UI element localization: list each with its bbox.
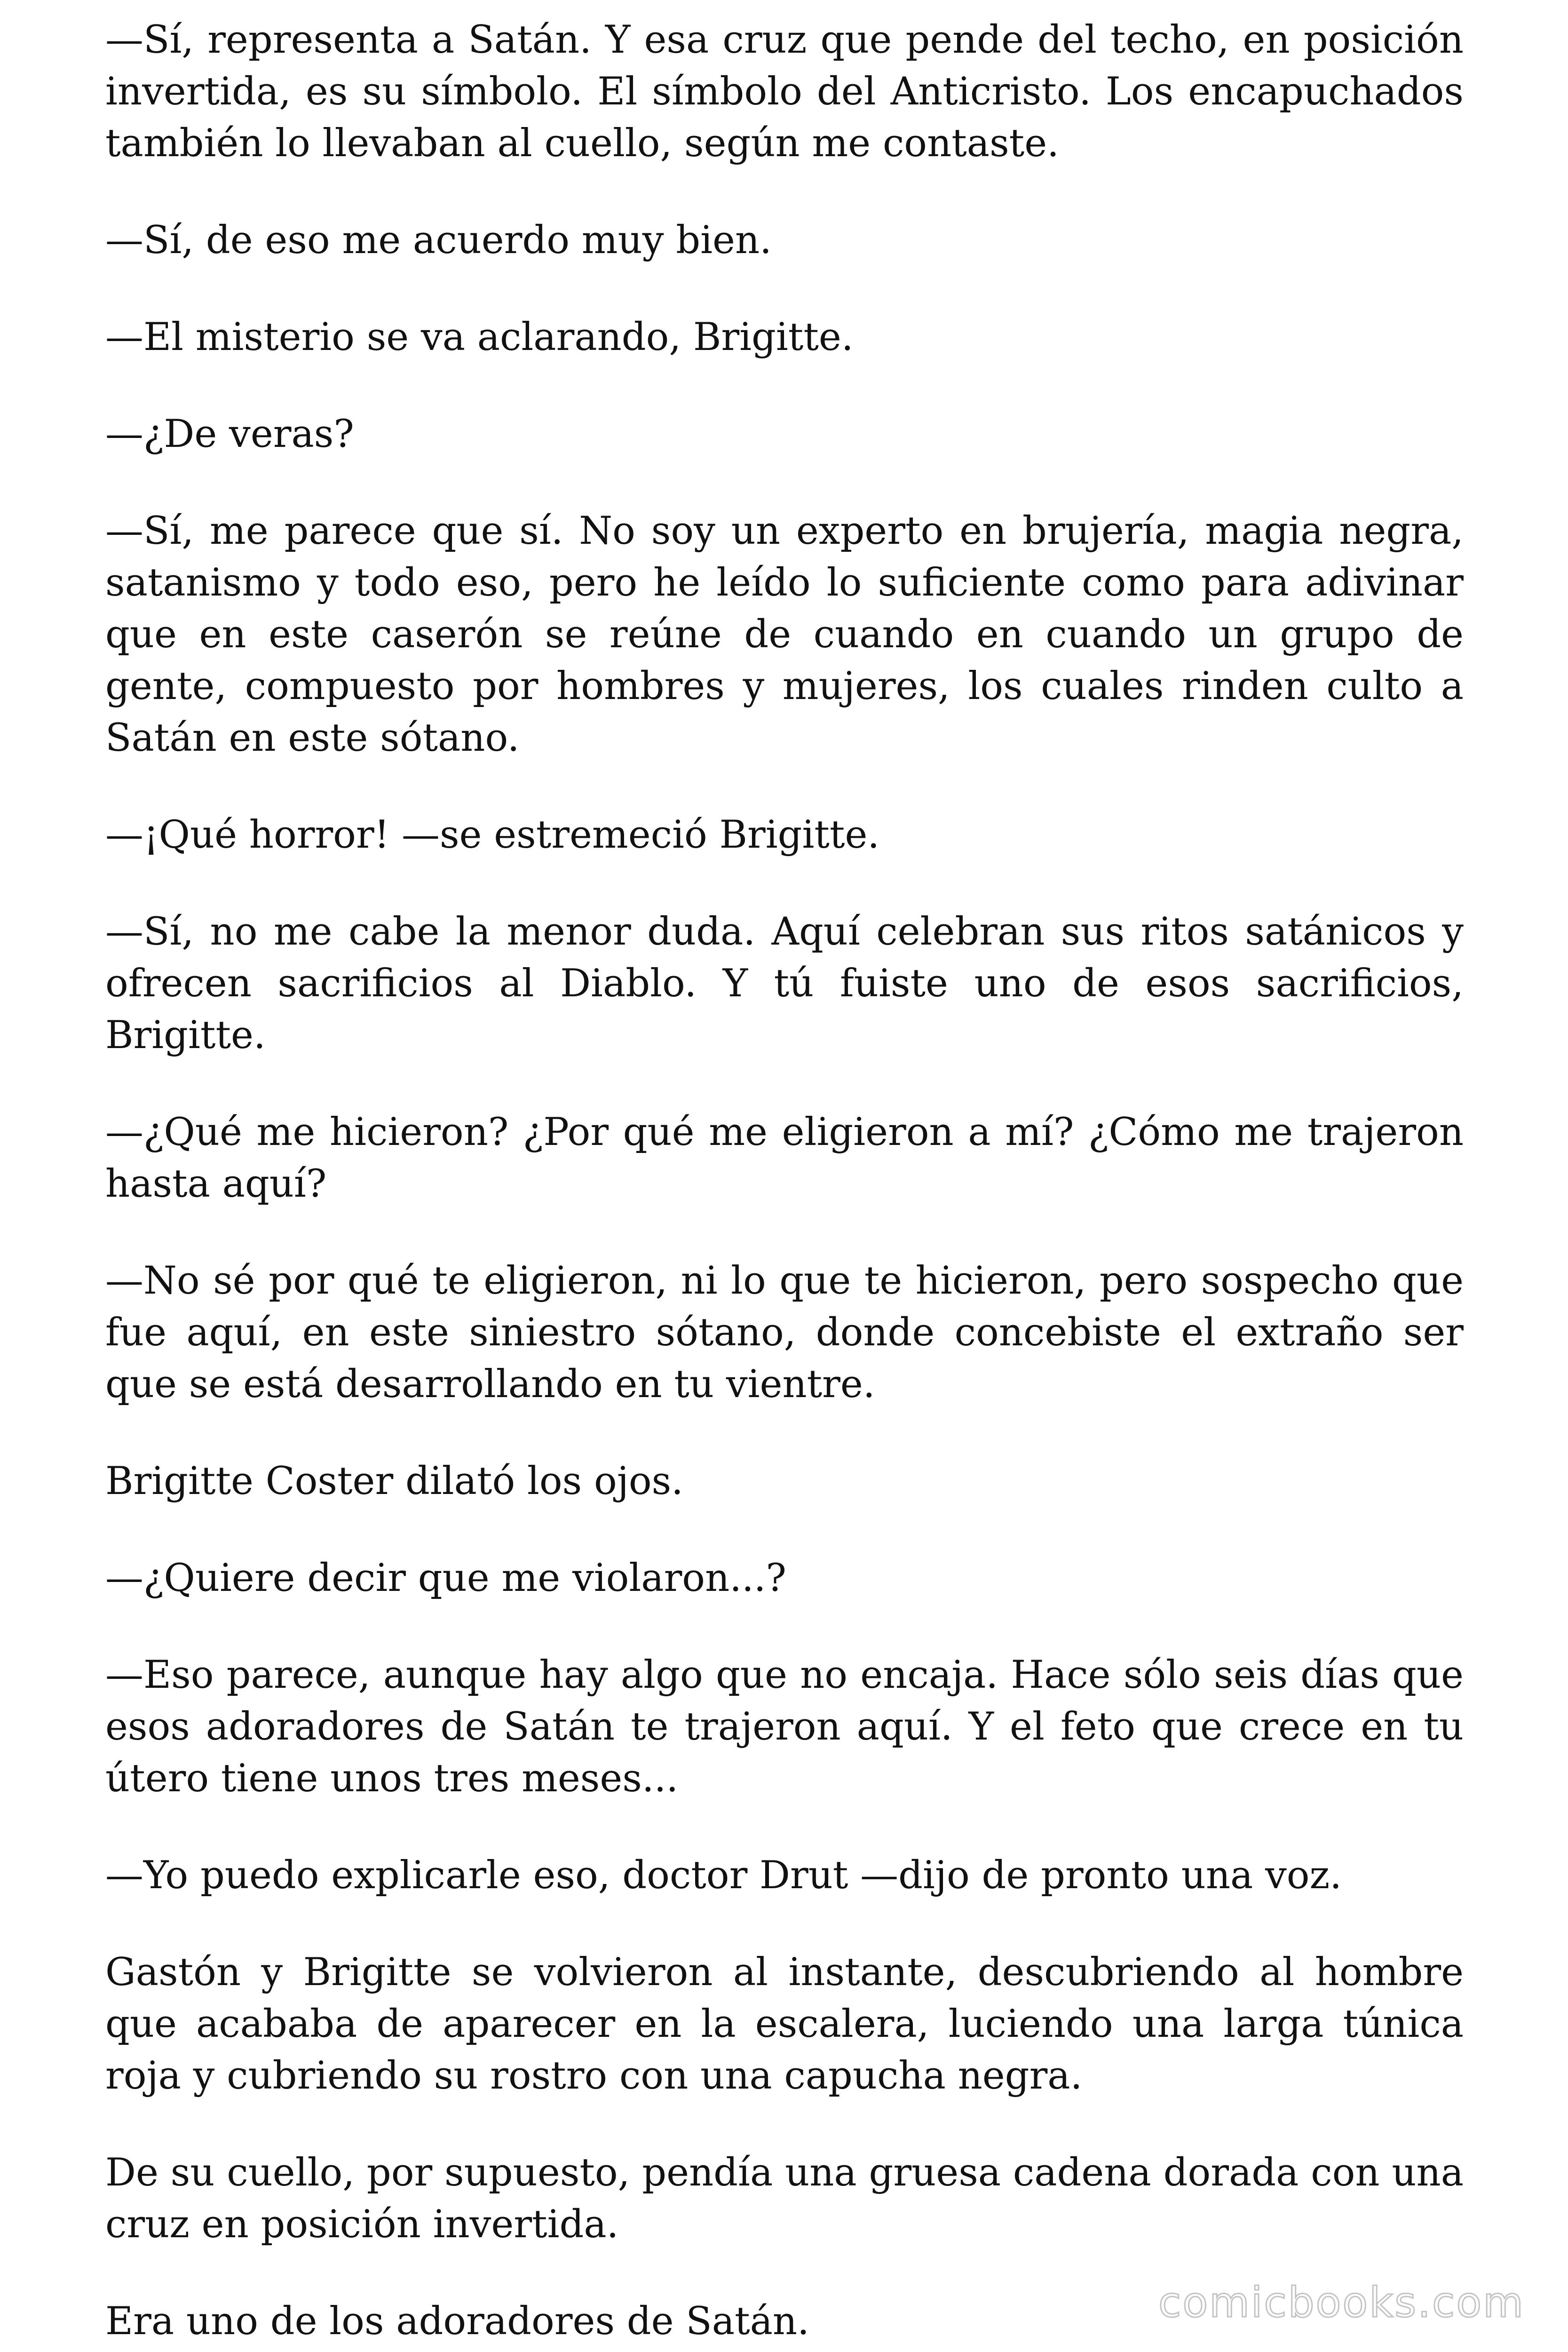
paragraph: —¿De veras? bbox=[105, 412, 354, 456]
paragraph: Brigitte Coster dilató los ojos. bbox=[105, 1459, 683, 1503]
paragraph: De su cuello, por supuesto, pendía una gruesa cadena dorada con una cruz en posición invertida. bbox=[105, 2151, 1464, 2247]
paragraph: —¿Qué me hicieron? ¿Por qué me eligieron a mí? ¿Cómo me trajeron hasta aquí? bbox=[105, 1110, 1464, 1206]
paragraph: —¡Qué horror! —se estremeció Brigitte. bbox=[105, 813, 880, 857]
paragraph: —Sí, representa a Satán. Y esa cruz que pende del techo, en posición invertida, es su símbolo. El símbolo del Anticristo. Los encapuchados también lo llevaban al cuello, según me contaste. bbox=[105, 18, 1464, 166]
watermark-logo: comicbooks.com bbox=[1158, 2278, 1525, 2327]
paragraph: Gastón y Brigitte se volvieron al instante, descubriendo al hombre que acababa de aparecer en la escalera, luciendo una larga túnica roja y cubriendo su rostro con una capucha negra. bbox=[105, 1950, 1464, 2098]
paragraph: —Yo puedo explicarle eso, doctor Drut —dijo de pronto una voz. bbox=[105, 1853, 1342, 1898]
paragraph: Era uno de los adoradores de Satán. bbox=[105, 2299, 809, 2344]
paragraph: —¿Quiere decir que me violaron...? bbox=[105, 1556, 786, 1600]
paragraph: —Sí, me parece que sí. No soy un experto en brujería, magia negra, satanismo y todo eso, pero he leído lo suficiente como para adivinar que en este caserón se reúne de cuando en cuando un grupo de gente, compuesto por hombres y mujeres, los cuales rinden culto a Satán en este sótano. bbox=[105, 509, 1464, 760]
paragraph: —Sí, de eso me acuerdo muy bien. bbox=[105, 218, 772, 262]
paragraph: —Eso parece, aunque hay algo que no encaja. Hace sólo seis días que esos adoradores de Satán te trajeron aquí. Y el feto que crece en tu útero tiene unos tres meses... bbox=[105, 1653, 1464, 1801]
paragraph: —No sé por qué te eligieron, ni lo que te hicieron, pero sospecho que fue aquí, en este siniestro sótano, donde concebiste el extraño ser que se está desarrollando en tu vientre. bbox=[105, 1259, 1464, 1406]
paragraph: —El misterio se va aclarando, Brigitte. bbox=[105, 315, 854, 359]
paragraph: —Sí, no me cabe la menor duda. Aquí celebran sus ritos satánicos y ofrecen sacrificios al Diablo. Y tú fuiste uno de esos sacrificios, Brigitte. bbox=[105, 910, 1464, 1057]
document-page bbox=[105, 14, 1464, 2344]
